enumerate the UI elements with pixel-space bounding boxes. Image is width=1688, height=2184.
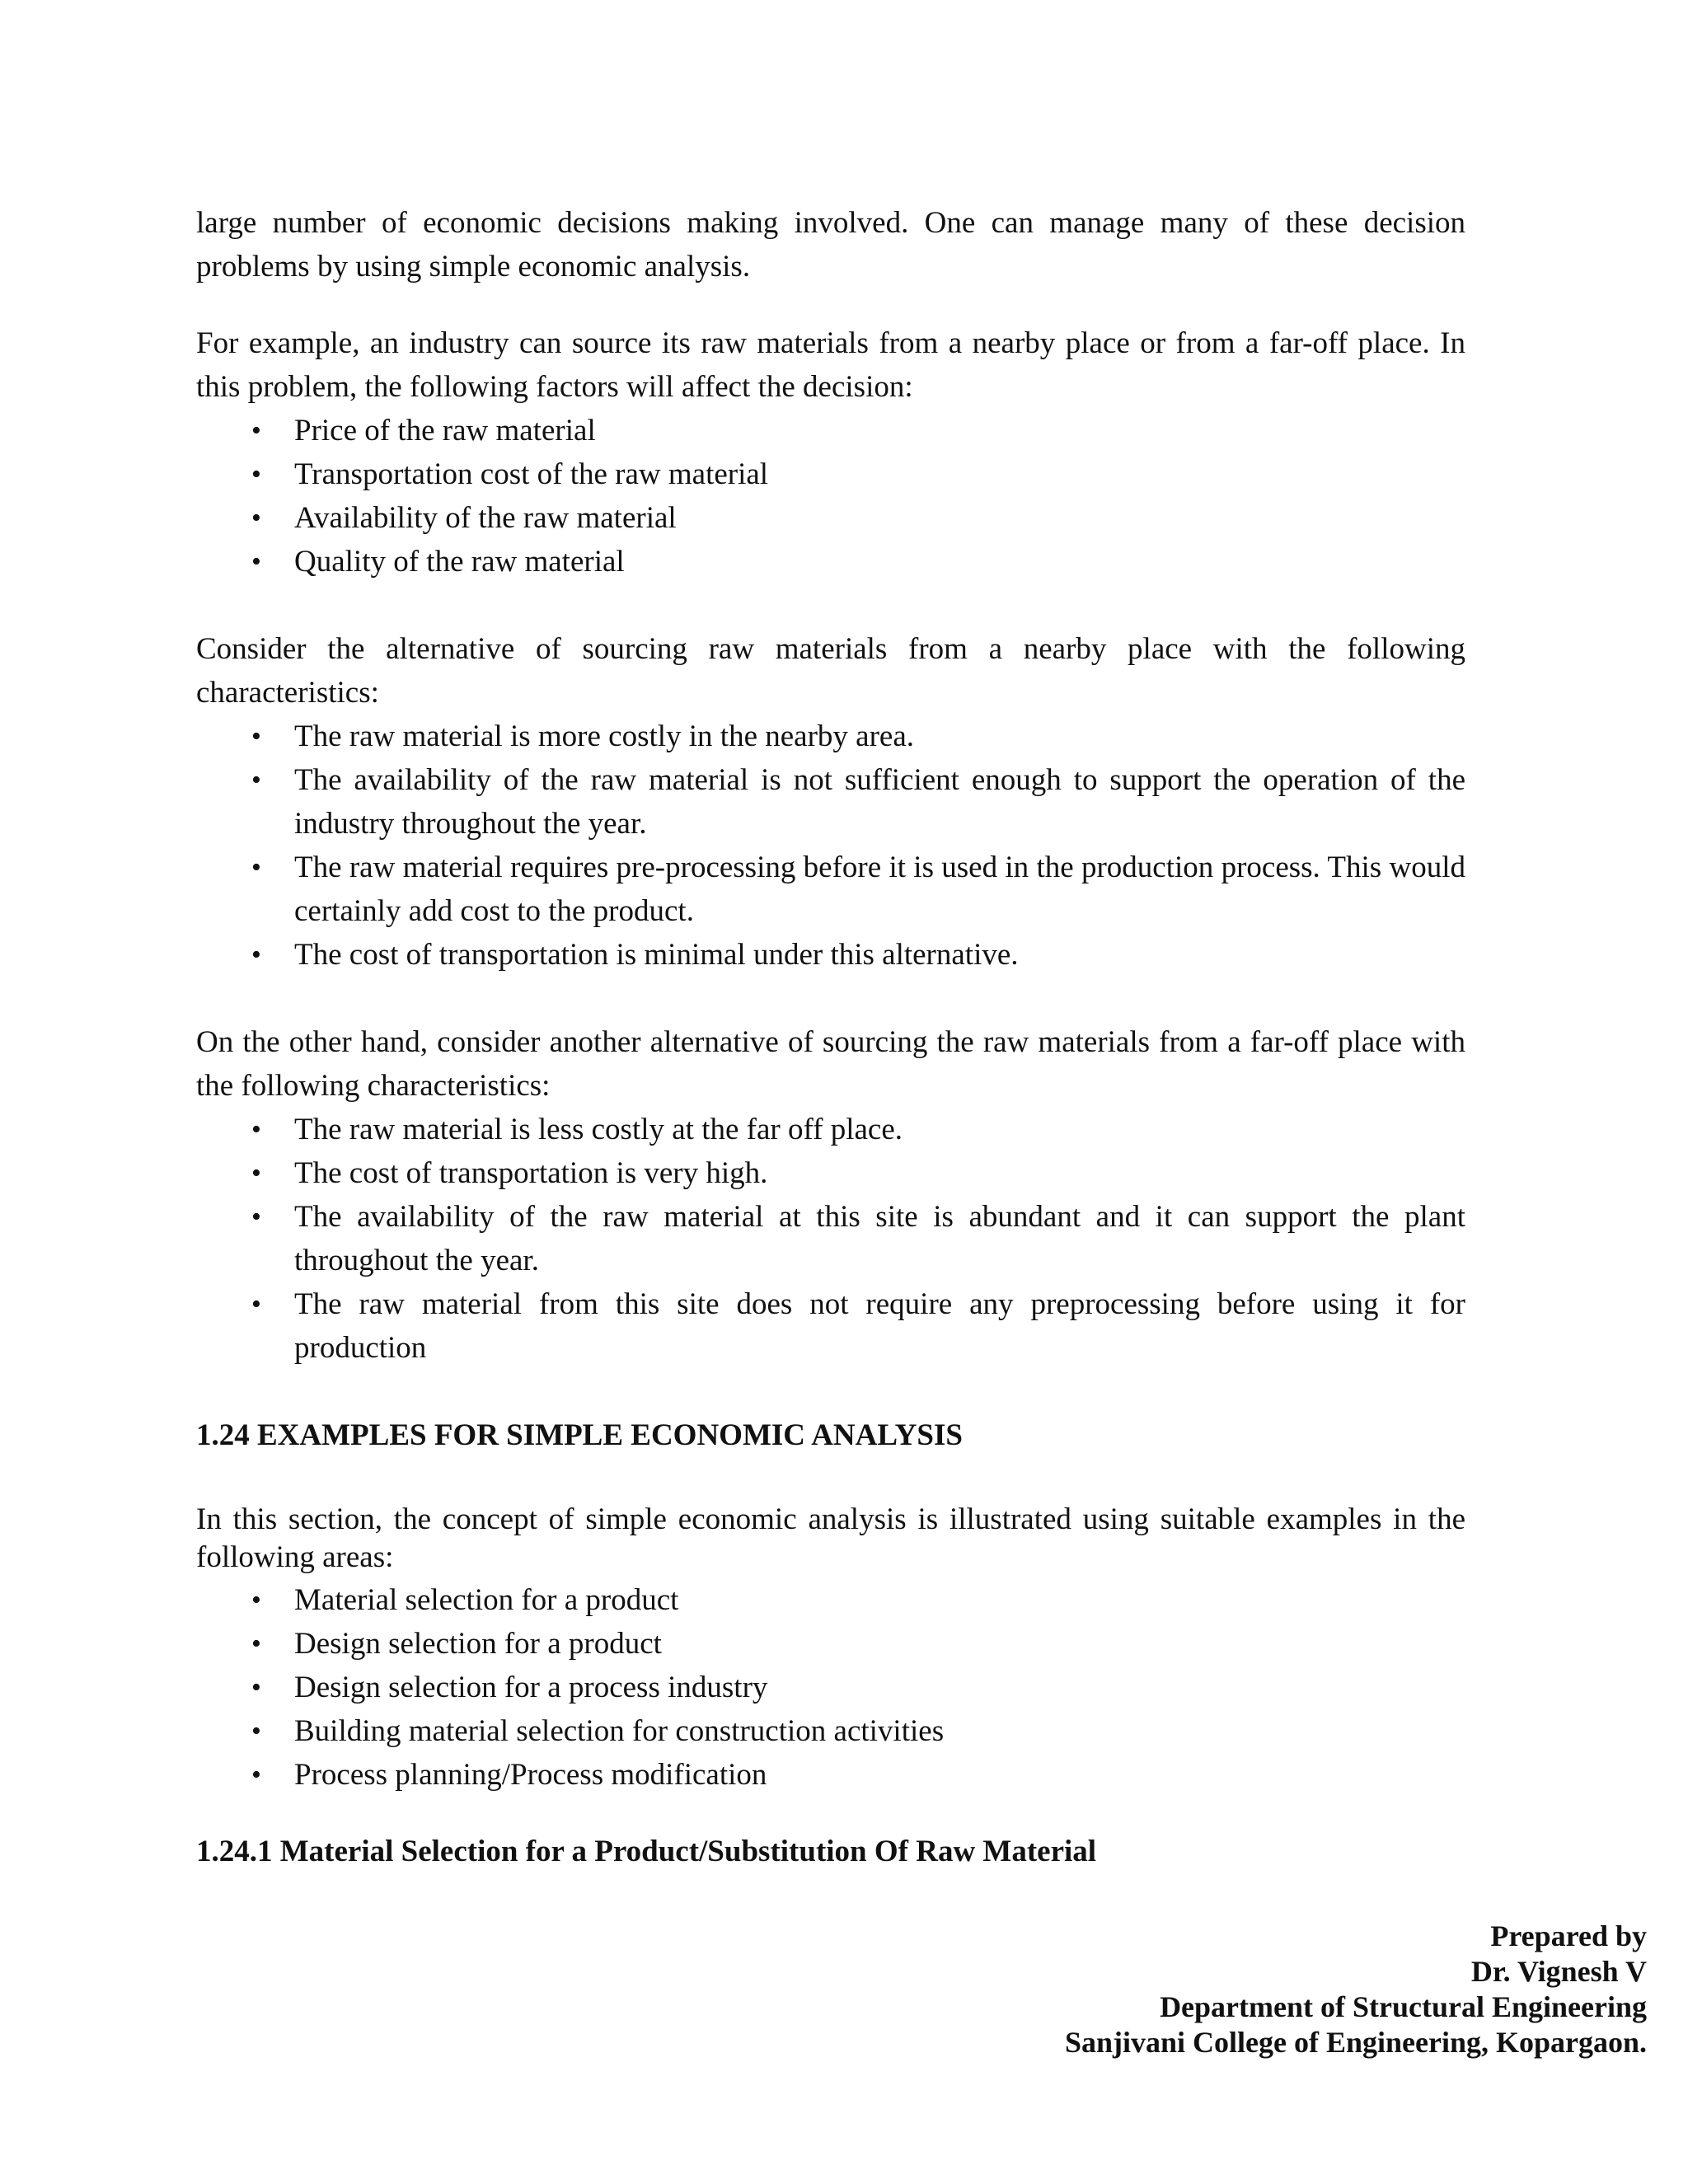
list-item: • Design selection for a product [294,1622,1465,1666]
footer-prepared-by: Prepared by [1490,1919,1647,1952]
bullet-icon: • [251,721,261,752]
bullet-icon: • [251,940,261,970]
paragraph-intro: large number of economic decisions making involved. One can manage many of these decision problems by using simple economic analysis. [196,206,1465,284]
paragraph-nearby-alternative: Consider the alternative of sourcing raw materials from a nearby place with the following characteristics: [196,632,1465,710]
paragraph-faroff-alternative: On the other hand, consider another alternative of sourcing the raw materials from a far-off place with the following characteristics: [196,1025,1465,1103]
factors-list [196,409,1465,583]
list-item: • The availability of the raw material is not sufficient enough to support the operation of the industry throughout the year. [294,758,1465,846]
paragraph-example: For example, an industry can source its raw materials from a nearby place or from a far-off place. In this problem, the following factors will affect the decision: [196,326,1465,404]
bullet-icon: • [251,546,261,577]
footer-college: Sanjivani College of Engineering, Kopargaon. [1064,2026,1647,2059]
bullet-icon: • [251,1585,261,1615]
bullet-icon: • [251,852,261,883]
list-item: • Transportation cost of the raw material [294,452,1465,496]
bullet-icon: • [251,1158,261,1188]
list-item: • Price of the raw material [294,409,1465,452]
list-item: • The cost of transportation is very high. [294,1151,1465,1195]
areas-list [196,1578,1465,1797]
footer-author-name: Dr. Vignesh V [1470,1955,1647,1988]
list-item: • The raw material from this site does not require any preprocessing before using it for production [294,1282,1465,1370]
list-item: • Availability of the raw material [294,496,1465,540]
nearby-characteristics-list [196,715,1465,977]
bullet-icon: • [251,1202,261,1232]
paragraph-section-intro: In this section, the concept of simple economic analysis is illustrated using suitable examples in the following areas: [196,1502,1465,1574]
list-item: • The availability of the raw material at this site is abundant and it can support the plant throughout the year. [294,1195,1465,1282]
bullet-icon: • [251,1716,261,1746]
page-body [196,201,1465,1873]
bullet-icon: • [251,1114,261,1145]
bullet-icon: • [251,415,261,446]
subsection-heading: 1.24.1 Material Selection for a Product/Substitution Of Raw Material [196,1835,1097,1868]
bullet-icon: • [251,1629,261,1659]
list-item: • The cost of transportation is minimal under this alternative. [294,933,1465,977]
faroff-characteristics-list [196,1108,1465,1370]
list-item: • The raw material is less costly at the far off place. [294,1108,1465,1151]
list-item: • Material selection for a product [294,1578,1465,1622]
bullet-icon: • [251,1289,261,1319]
bullet-icon: • [251,1760,261,1790]
list-item: • The raw material is more costly in the nearby area. [294,715,1465,758]
section-heading: 1.24 EXAMPLES FOR SIMPLE ECONOMIC ANALYSIS [196,1418,963,1452]
list-item: • Quality of the raw material [294,540,1465,583]
list-item: • Process planning/Process modification [294,1753,1465,1797]
bullet-icon: • [251,503,261,533]
bullet-icon: • [251,765,261,795]
bullet-icon: • [251,459,261,490]
author-footer [1065,1919,1647,2060]
footer-department: Department of Structural Engineering [1160,1990,1647,2023]
list-item: • The raw material requires pre-processing before it is used in the production process. This would certainly add cost to the product. [294,846,1465,933]
list-item: • Building material selection for construction activities [294,1709,1465,1753]
bullet-icon: • [251,1672,261,1703]
list-item: • Design selection for a process industry [294,1666,1465,1709]
